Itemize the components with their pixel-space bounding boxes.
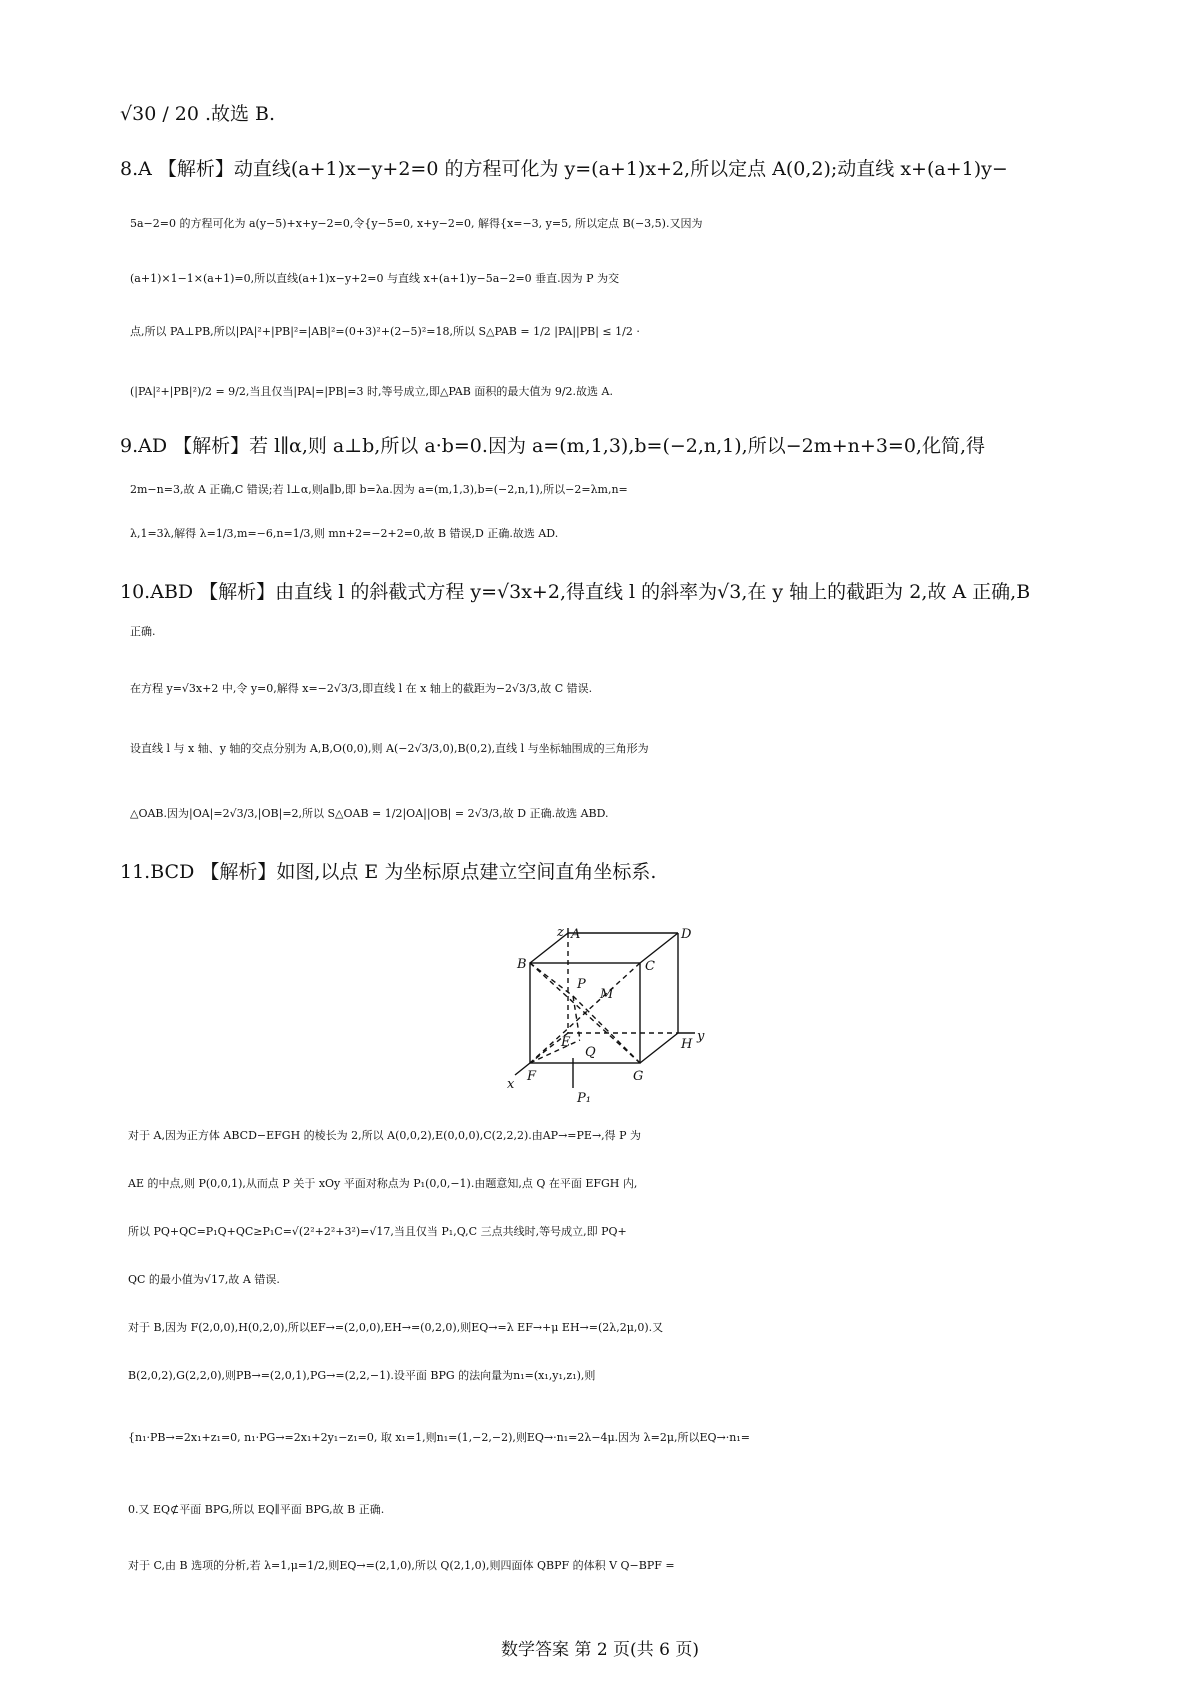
text-line: {n₁·PB→=2x₁+z₁=0, n₁·PG→=2x₁+2y₁−z₁=0, 取 x₁=1,则n₁=(1,−2,−2),则EQ→·n₁=2λ−4μ.因为 λ=2μ,所以EQ→·n₁=	[128, 1431, 750, 1444]
text-line: 对于 C,由 B 选项的分析,若 λ=1,μ=1/2,则EQ→=(2,1,0),所以 Q(2,1,0),则四面体 QBPF 的体积 V Q−BPF =	[128, 1559, 675, 1572]
text-line: 9.AD 【解析】若 l∥α,则 a⊥b,所以 a·b=0.因为 a=(m,1,3),b=(−2,n,1),所以−2m+n+3=0,化简,得	[120, 435, 986, 457]
text-line: 2m−n=3,故 A 正确,C 错误;若 l⊥α,则a∥b,即 b=λa.因为 a=(m,1,3),b=(−2,n,1),所以−2=λm,n=	[130, 483, 628, 496]
fig-label: B	[517, 957, 527, 972]
page-footer: 数学答案 第 2 页(共 6 页)	[501, 1640, 699, 1660]
text-line: 在方程 y=√3x+2 中,令 y=0,解得 x=−2√3/3,即直线 l 在 x 轴上的截距为−2√3/3,故 C 错误.	[130, 682, 593, 695]
text-line: 对于 A,因为正方体 ABCD−EFGH 的棱长为 2,所以 A(0,0,2),E(0,0,0),C(2,2,2).由AP→=PE→,得 P 为	[128, 1129, 642, 1142]
fig-label: Q	[585, 1045, 596, 1060]
text-line: AE 的中点,则 P(0,0,1),从而点 P 关于 xOy 平面对称点为 P₁(0,0,−1).由题意知,点 Q 在平面 EFGH 内,	[128, 1177, 638, 1190]
text-line: B(2,0,2),G(2,2,0),则PB→=(2,0,1),PG→=(2,2,−1).设平面 BPG 的法向量为n₁=(x₁,y₁,z₁),则	[128, 1369, 596, 1382]
fig-label: M	[600, 987, 614, 1002]
text-line: 正确.	[130, 625, 156, 638]
fig-label: D	[681, 928, 692, 942]
text-line: λ,1=3λ,解得 λ=1/3,m=−6,n=1/3,则 mn+2=−2+2=0,故 B 错误,D 正确.故选 AD.	[130, 527, 559, 540]
text-line: (|PA|²+|PB|²)/2 = 9/2,当且仅当|PA|=|PB|=3 时,等号成立,即△PAB 面积的最大值为 9/2.故选 A.	[130, 385, 613, 398]
text-line: 10.ABD 【解析】由直线 l 的斜截式方程 y=√3x+2,得直线 l 的斜率为√3,在 y 轴上的截距为 2,故 A 正确,B	[120, 581, 1031, 603]
fig-label: P	[577, 977, 586, 992]
text-line: 11.BCD 【解析】如图,以点 E 为坐标原点建立空间直角坐标系.	[120, 861, 657, 883]
fig-label: x	[507, 1077, 515, 1092]
fig-label: y	[697, 1029, 705, 1044]
text-line: 5a−2=0 的方程可化为 a(y−5)+x+y−2=0,令{y−5=0, x+y−2=0, 解得{x=−3, y=5, 所以定点 B(−3,5).又因为	[130, 217, 703, 230]
text-line: QC 的最小值为√17,故 A 错误.	[128, 1273, 280, 1286]
text-line: 设直线 l 与 x 轴、y 轴的交点分别为 A,B,O(0,0),则 A(−2√3/3,0),B(0,2),直线 l 与坐标轴围成的三角形为	[130, 742, 649, 755]
fig-label: C	[645, 959, 655, 974]
text-line: 点,所以 PA⊥PB,所以|PA|²+|PB|²=|AB|²=(0+3)²+(2−5)²=18,所以 S△PAB = 1/2 |PA||PB| ≤ 1/2 ·	[130, 325, 640, 338]
fig-label: F	[527, 1069, 537, 1084]
fig-label: H	[681, 1037, 693, 1052]
text-line: 0.又 EQ⊄平面 BPG,所以 EQ∥平面 BPG,故 B 正确.	[128, 1503, 385, 1516]
text-line: 所以 PQ+QC=P₁Q+QC≥P₁C=√(2²+2²+3²)=√17,当且仅当 P₁,Q,C 三点共线时,等号成立,即 PQ+	[128, 1225, 627, 1238]
text-line: △OAB.因为|OA|=2√3/3,|OB|=2,所以 S△OAB = 1/2|OA||OB| = 2√3/3,故 D 正确.故选 ABD.	[130, 807, 609, 820]
text-line: √30 / 20 .故选 B.	[120, 103, 276, 125]
text-line: 对于 B,因为 F(2,0,0),H(0,2,0),所以EF→=(2,0,0),EH→=(0,2,0),则EQ→=λ EF→+μ EH→=(2λ,2μ,0).又	[128, 1321, 664, 1334]
fig-label: P₁	[577, 1091, 591, 1106]
fig-label: G	[633, 1069, 644, 1084]
fig-label: E	[561, 1035, 571, 1050]
cube-figure	[505, 928, 755, 1108]
text-line: 8.A 【解析】动直线(a+1)x−y+2=0 的方程可化为 y=(a+1)x+2,所以定点 A(0,2);动直线 x+(a+1)y−	[120, 158, 1008, 180]
fig-label: A	[571, 928, 581, 942]
fig-label: z	[557, 928, 564, 940]
text-line: (a+1)×1−1×(a+1)=0,所以直线(a+1)x−y+2=0 与直线 x+(a+1)y−5a−2=0 垂直.因为 P 为交	[130, 272, 620, 285]
